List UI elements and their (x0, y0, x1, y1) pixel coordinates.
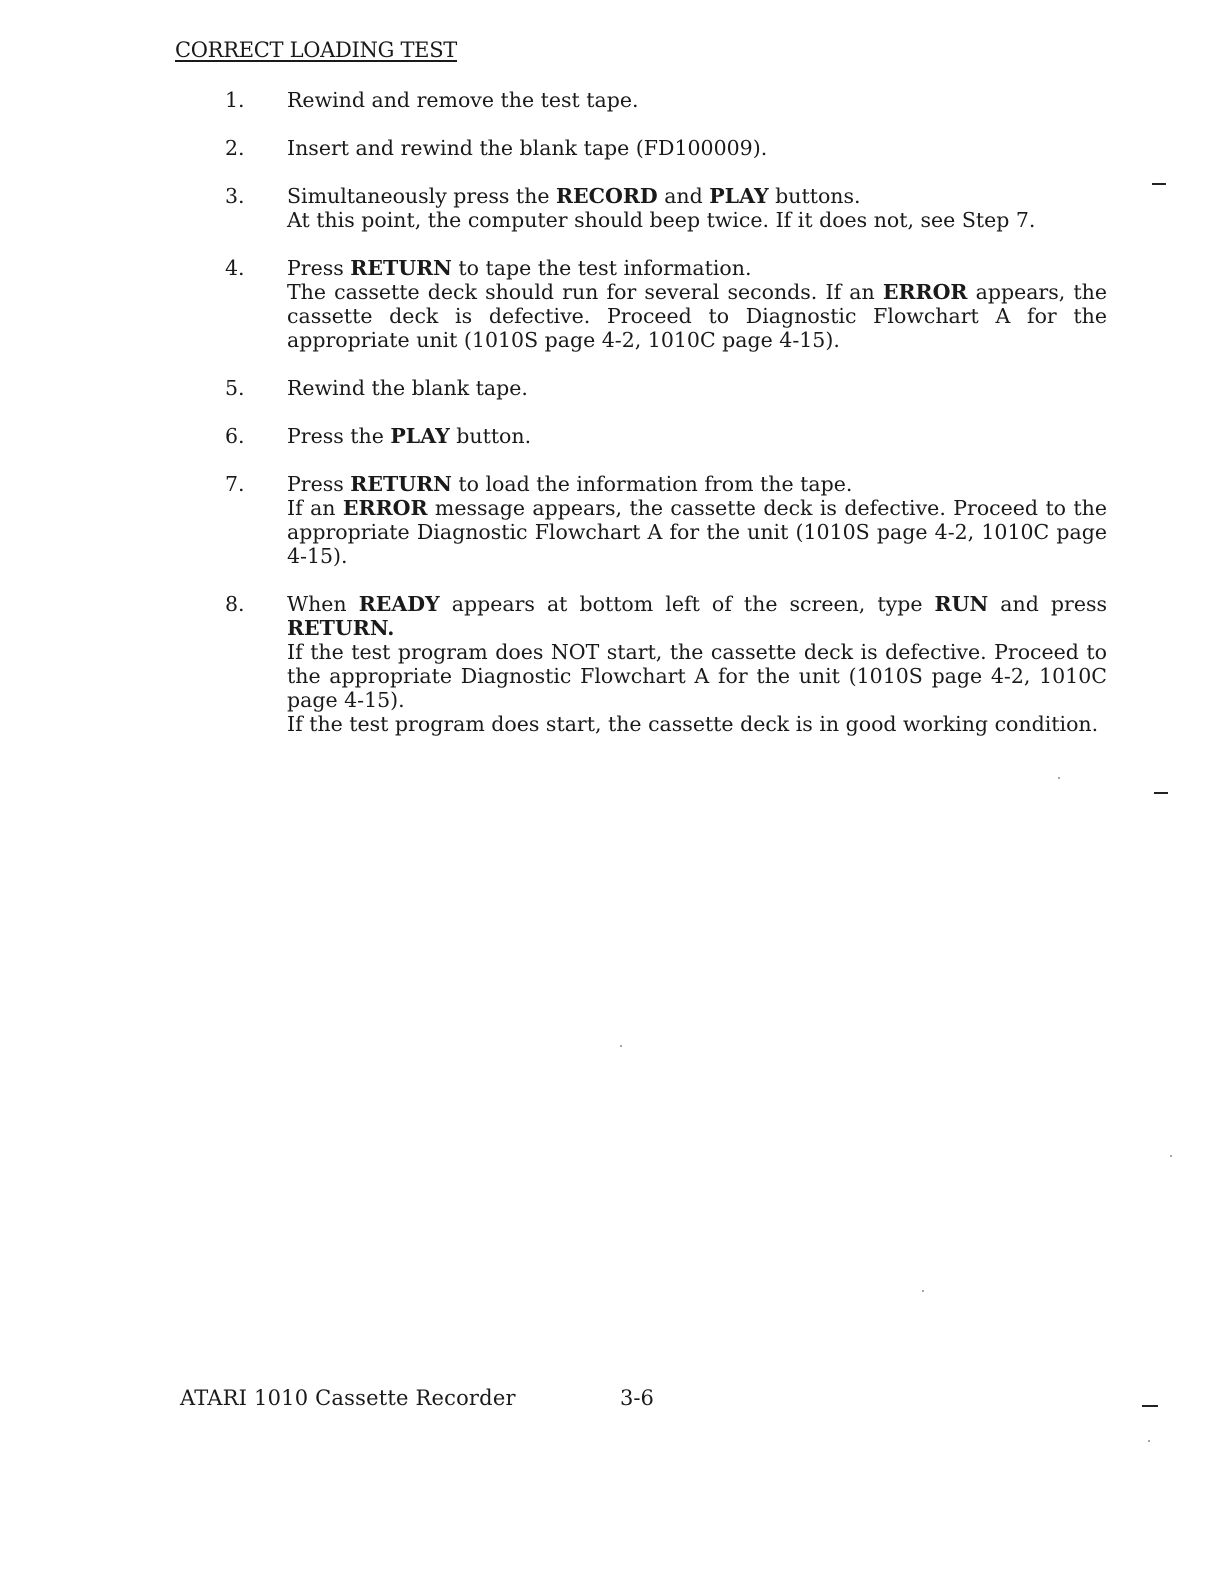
step-number: 4. (225, 256, 245, 280)
step-number: 5. (225, 376, 245, 400)
step-item (225, 376, 1107, 400)
text-run: Press (287, 472, 351, 496)
page-number: 3-6 (620, 1386, 654, 1410)
scan-speck (922, 1290, 924, 1292)
text-run: message appears, the cassette deck is defective. Proceed to the appropriate Diagnostic Flowchart A for the unit (1010S page 4-2, 1010C page 4-15). (287, 496, 1107, 568)
bold-term: PLAY (390, 424, 450, 448)
step-number: 2. (225, 136, 245, 160)
text-run: If the test program does NOT start, the cassette deck is defective. Proceed to the appropriate Diagnostic Flowchart A for the unit (1010S page 4-2, 1010C page 4-15). (287, 640, 1107, 712)
text-run: button. (449, 424, 532, 448)
text-run: buttons. (768, 184, 861, 208)
text-run: If the test program does start, the cassette deck is in good working condition. (287, 712, 1099, 736)
step-number: 1. (225, 88, 245, 112)
steps-list (225, 88, 1107, 736)
step-body (287, 88, 1107, 112)
scan-speck (1058, 777, 1060, 779)
bold-term: RECORD (556, 184, 658, 208)
text-run: appears, the cassette deck is defective. Proceed to Diagnostic Flowchart A for the appropriate unit (1010S page 4-2, 1010C page 4-15). (287, 280, 1107, 352)
step-paragraph (287, 424, 1107, 448)
text-run: The cassette deck should run for several seconds. If an (287, 280, 883, 304)
margin-mark (1142, 1405, 1158, 1407)
text-run: Rewind the blank tape. (287, 376, 528, 400)
text-run: When (287, 592, 359, 616)
step-body (287, 136, 1107, 160)
step-paragraph (287, 256, 1107, 280)
text-run: Rewind and remove the test tape. (287, 88, 639, 112)
step-item (225, 136, 1107, 160)
bold-term: PLAY (709, 184, 769, 208)
step-paragraph (287, 712, 1107, 736)
step-body (287, 424, 1107, 448)
text-run: If an (287, 496, 343, 520)
bold-term: RETURN. (287, 616, 395, 640)
text-run: appears at bottom left of the screen, type (439, 592, 935, 616)
step-number: 6. (225, 424, 245, 448)
bold-term: RETURN (350, 256, 452, 280)
scan-speck (620, 1045, 622, 1047)
footer-title: ATARI 1010 Cassette Recorder (180, 1386, 516, 1410)
text-run: Insert and rewind the blank tape (FD100009). (287, 136, 768, 160)
bold-term: RUN (934, 592, 989, 616)
bold-term: ERROR (342, 496, 428, 520)
step-paragraph (287, 496, 1107, 568)
step-paragraph (287, 640, 1107, 712)
step-paragraph (287, 280, 1107, 352)
step-item (225, 472, 1107, 568)
text-run: and press (988, 592, 1107, 616)
text-run: to tape the test information. (451, 256, 752, 280)
step-body (287, 592, 1107, 736)
scan-speck (1148, 1440, 1150, 1442)
step-paragraph (287, 136, 1107, 160)
page-title: CORRECT LOADING TEST (175, 38, 458, 62)
step-paragraph (287, 592, 1107, 640)
bold-term: RETURN (350, 472, 452, 496)
step-item (225, 424, 1107, 448)
step-paragraph (287, 376, 1107, 400)
step-body (287, 376, 1107, 400)
step-item (225, 88, 1107, 112)
step-body (287, 184, 1107, 232)
step-paragraph (287, 472, 1107, 496)
margin-mark (1154, 792, 1168, 794)
step-number: 3. (225, 184, 245, 208)
step-paragraph (287, 184, 1107, 208)
step-item (225, 592, 1107, 736)
scan-speck (1170, 1155, 1172, 1157)
step-item (225, 256, 1107, 352)
text-run: Press the (287, 424, 391, 448)
step-body (287, 256, 1107, 352)
text-run: to load the information from the tape. (451, 472, 853, 496)
step-number: 7. (225, 472, 245, 496)
margin-mark (1152, 183, 1166, 185)
step-paragraph (287, 208, 1107, 232)
bold-term: READY (358, 592, 440, 616)
step-item (225, 184, 1107, 232)
step-number: 8. (225, 592, 245, 616)
step-paragraph (287, 88, 1107, 112)
bold-term: ERROR (882, 280, 968, 304)
step-body (287, 472, 1107, 568)
text-run: and (657, 184, 710, 208)
text-run: Press (287, 256, 351, 280)
text-run: Simultaneously press the (287, 184, 557, 208)
text-run: At this point, the computer should beep twice. If it does not, see Step 7. (287, 208, 1036, 232)
